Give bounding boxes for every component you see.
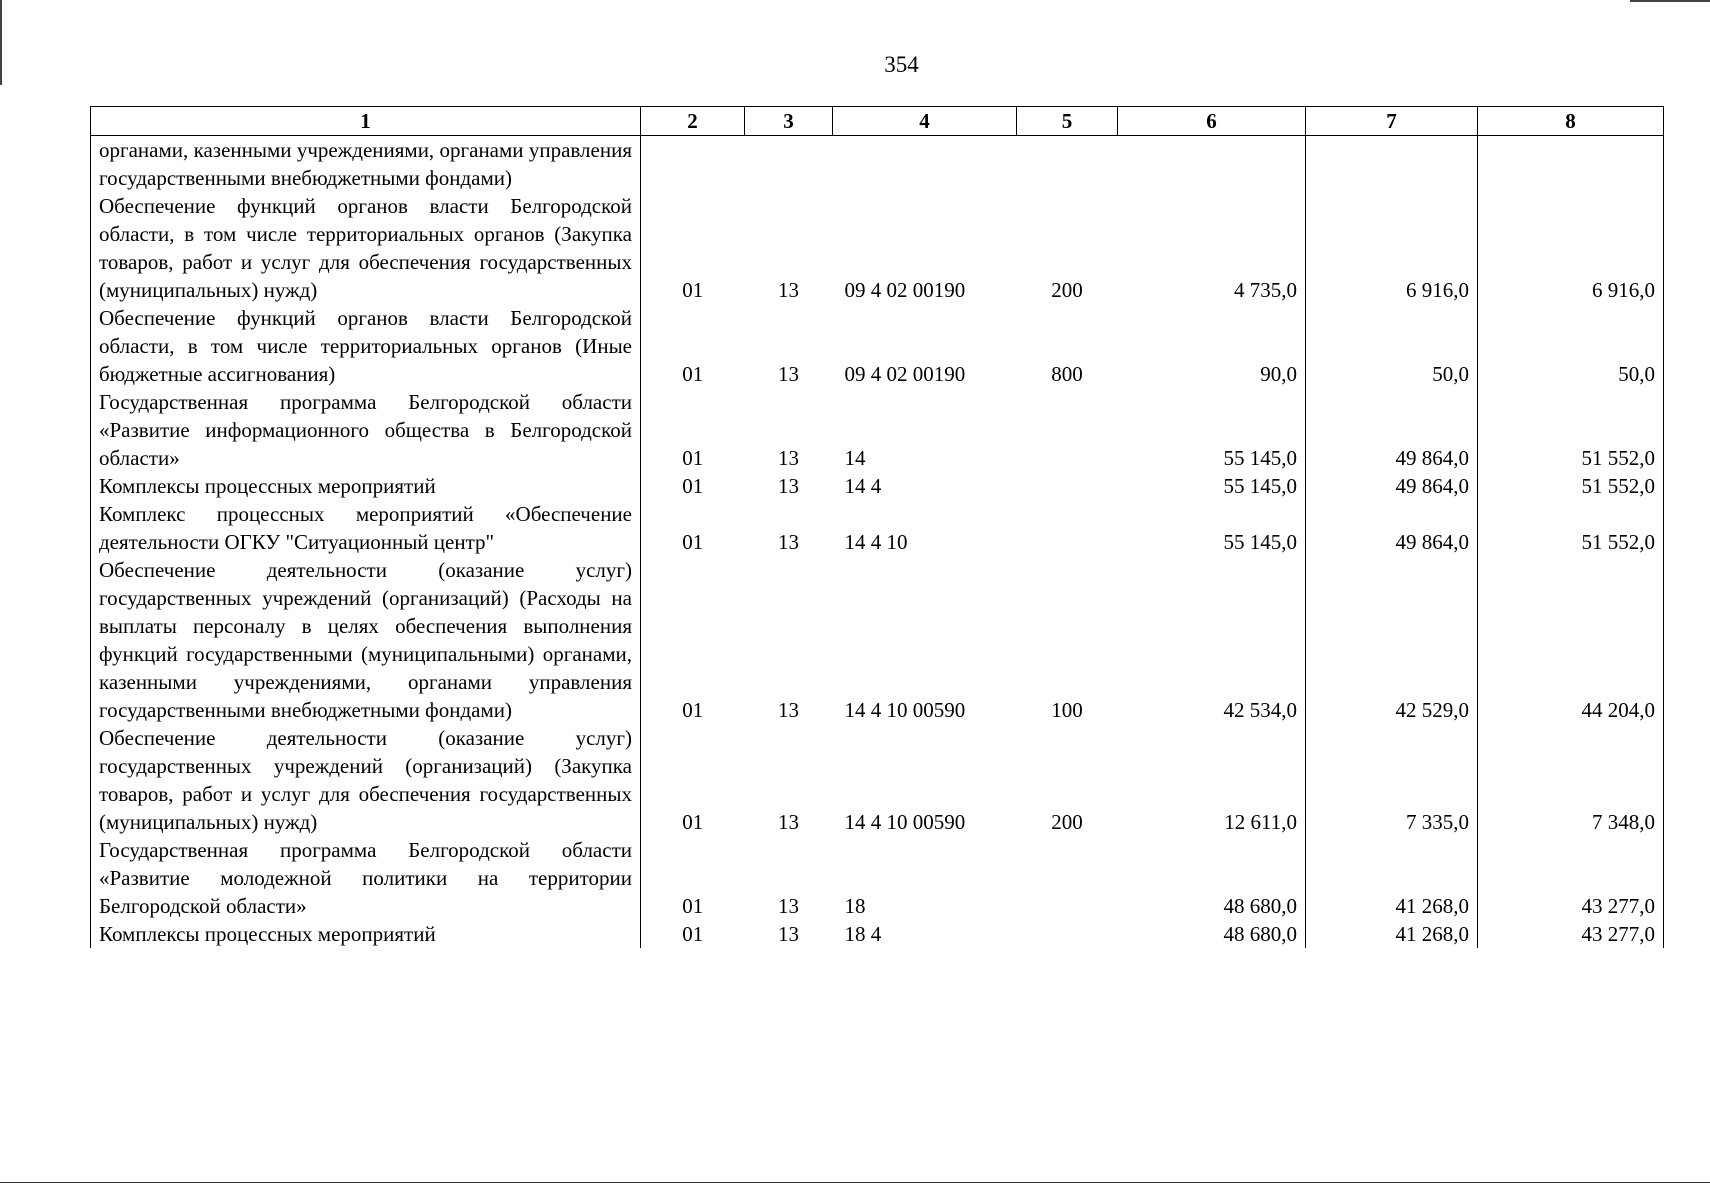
row-cell-c3: 13 <box>778 530 799 554</box>
row-cell-c5: 100 <box>1051 698 1083 722</box>
row-cell-c5: 200 <box>1051 810 1083 834</box>
row-cell-c8: 43 277,0 <box>1478 920 1664 948</box>
row-cell-c5 <box>1017 136 1118 193</box>
row-cell-c3: 13 <box>778 446 799 470</box>
header-col-3: 3 <box>745 107 833 136</box>
header-col-7: 7 <box>1306 107 1478 136</box>
table-row <box>91 388 1664 472</box>
table-body <box>91 136 1664 949</box>
row-cell-c4: 14 <box>844 446 866 470</box>
row-cell-c4: 14 4 <box>844 474 882 498</box>
table-row <box>91 556 1664 724</box>
row-cell-c6: 55 145,0 <box>1118 388 1306 472</box>
row-description: Обеспечение функций органов власти Белгородской области, в том числе территориальных органов (Закупка товаров, работ и услуг для обеспечения государственных (муниципальных) нужд) <box>91 192 641 304</box>
row-cell-c8: 50,0 <box>1478 304 1664 388</box>
row-cell-c5: 800 <box>1051 362 1083 386</box>
row-cell-c4: 18 4 <box>844 922 882 946</box>
row-description: органами, казенными учреждениями, органами управления государственными внебюджетными фондами) <box>91 136 641 193</box>
row-cell-c7: 42 529,0 <box>1306 556 1478 724</box>
row-cell-c7 <box>1306 136 1478 193</box>
scan-edge-mark-right <box>1630 0 1710 2</box>
table-row <box>91 136 1664 193</box>
row-cell-c2: 01 <box>682 362 704 386</box>
row-cell-c8: 51 552,0 <box>1478 500 1664 556</box>
row-cell-c8: 51 552,0 <box>1478 388 1664 472</box>
row-cell-c3: 13 <box>778 362 799 386</box>
row-cell-c4: 14 4 10 <box>844 530 908 554</box>
row-cell-c5 <box>1017 472 1118 500</box>
row-cell-c6: 48 680,0 <box>1118 836 1306 920</box>
row-cell-c8: 44 204,0 <box>1478 556 1664 724</box>
row-cell-c8: 43 277,0 <box>1478 836 1664 920</box>
row-cell-c2: 01 <box>682 474 704 498</box>
row-cell-c2: 01 <box>682 530 704 554</box>
row-cell-c6: 48 680,0 <box>1118 920 1306 948</box>
row-cell-c3 <box>745 136 833 193</box>
row-description: Обеспечение функций органов власти Белгородской области, в том числе территориальных органов (Иные бюджетные ассигнования) <box>91 304 641 388</box>
header-col-1: 1 <box>91 107 641 136</box>
header-col-6: 6 <box>1118 107 1306 136</box>
table-header-row <box>91 107 1664 136</box>
row-cell-c4 <box>833 136 1017 193</box>
row-cell-c5 <box>1017 500 1118 556</box>
row-cell-c3: 13 <box>778 922 799 946</box>
row-cell-c3: 13 <box>778 698 799 722</box>
row-cell-c4: 14 4 10 00590 <box>844 810 966 834</box>
row-description: Государственная программа Белгородской области «Развитие информационного общества в Белгородской области» <box>91 388 641 472</box>
header-col-2: 2 <box>641 107 745 136</box>
row-cell-c6: 42 534,0 <box>1118 556 1306 724</box>
table-row <box>91 724 1664 836</box>
row-cell-c3: 13 <box>778 474 799 498</box>
row-cell-c7: 41 268,0 <box>1306 836 1478 920</box>
row-cell-c2: 01 <box>682 278 704 302</box>
row-cell-c4: 14 4 10 00590 <box>844 698 966 722</box>
row-cell-c5 <box>1017 920 1118 948</box>
row-cell-c6: 4 735,0 <box>1118 192 1306 304</box>
row-cell-c2: 01 <box>682 894 704 918</box>
row-cell-c3: 13 <box>778 810 799 834</box>
row-cell-c5: 200 <box>1051 278 1083 302</box>
row-description: Комплекс процессных мероприятий «Обеспечение деятельности ОГКУ "Ситуационный центр" <box>91 500 641 556</box>
row-description: Комплексы процессных мероприятий <box>91 472 641 500</box>
row-cell-c7: 6 916,0 <box>1306 192 1478 304</box>
row-cell-c2: 01 <box>682 698 704 722</box>
scan-bottom-line <box>0 1182 1710 1183</box>
table-row <box>91 836 1664 920</box>
row-cell-c8: 7 348,0 <box>1478 724 1664 836</box>
row-cell-c6: 55 145,0 <box>1118 472 1306 500</box>
row-cell-c7: 7 335,0 <box>1306 724 1478 836</box>
row-cell-c7: 50,0 <box>1306 304 1478 388</box>
row-cell-c4: 09 4 02 00190 <box>844 362 966 386</box>
table-row <box>91 472 1664 500</box>
header-col-5: 5 <box>1017 107 1118 136</box>
row-cell-c5 <box>1017 836 1118 920</box>
table-row <box>91 192 1664 304</box>
row-description: Комплексы процессных мероприятий <box>91 920 641 948</box>
row-cell-c6: 90,0 <box>1118 304 1306 388</box>
row-cell-c2: 01 <box>682 446 704 470</box>
table-row <box>91 500 1664 556</box>
table-row <box>91 920 1664 948</box>
row-cell-c8 <box>1478 136 1664 193</box>
header-col-8: 8 <box>1478 107 1664 136</box>
row-description: Обеспечение деятельности (оказание услуг) государственных учреждений (организаций) (Закупка товаров, работ и услуг для обеспечения государственных (муниципальных) нужд) <box>91 724 641 836</box>
row-cell-c2: 01 <box>682 922 704 946</box>
row-cell-c2: 01 <box>682 810 704 834</box>
row-cell-c6 <box>1118 136 1306 193</box>
header-col-4: 4 <box>833 107 1017 136</box>
row-cell-c4: 09 4 02 00190 <box>844 278 966 302</box>
row-description: Государственная программа Белгородской области «Развитие молодежной политики на территории Белгородской области» <box>91 836 641 920</box>
page-number: 354 <box>884 52 919 77</box>
row-cell-c8: 6 916,0 <box>1478 192 1664 304</box>
budget-table <box>90 106 1664 948</box>
row-cell-c7: 49 864,0 <box>1306 472 1478 500</box>
row-cell-c7: 49 864,0 <box>1306 388 1478 472</box>
row-cell-c6: 55 145,0 <box>1118 500 1306 556</box>
row-cell-c5 <box>1017 388 1118 472</box>
row-description: Обеспечение деятельности (оказание услуг) государственных учреждений (организаций) (Расходы на выплаты персоналу в целях обеспечения выполнения функций государственными (муниципальными) органами, казенными учреждениями, органами управления государственными внебюджетными фондами) <box>91 556 641 724</box>
row-cell-c7: 49 864,0 <box>1306 500 1478 556</box>
row-cell-c4: 18 <box>844 894 866 918</box>
row-cell-c6: 12 611,0 <box>1118 724 1306 836</box>
row-cell-c7: 41 268,0 <box>1306 920 1478 948</box>
table-row <box>91 304 1664 388</box>
row-cell-c8: 51 552,0 <box>1478 472 1664 500</box>
row-cell-c3: 13 <box>778 278 799 302</box>
row-cell-c3: 13 <box>778 894 799 918</box>
row-cell-c2 <box>641 136 745 193</box>
